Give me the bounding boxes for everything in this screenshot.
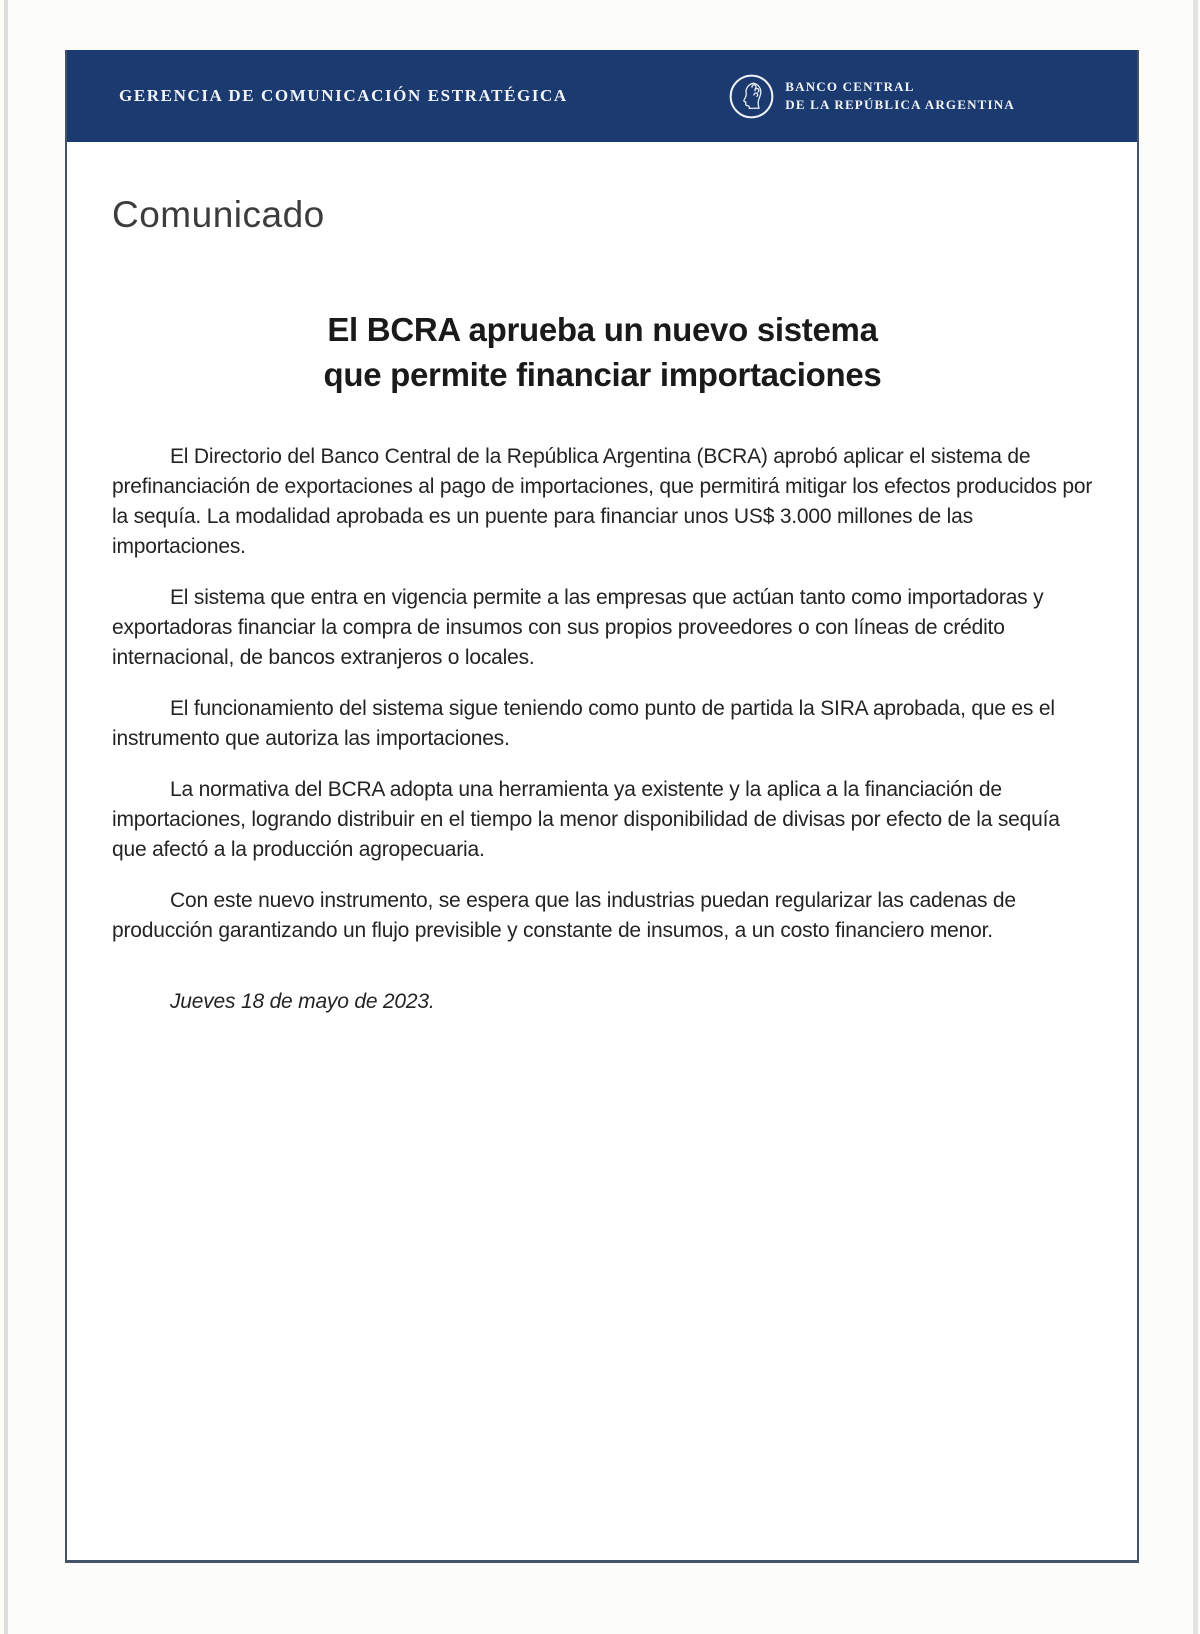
document-title-line2: que permite financiar importaciones — [323, 355, 882, 393]
header-bar — [67, 50, 1137, 142]
bcra-logo-line2: DE LA REPÚBLICA ARGENTINA — [785, 97, 1015, 112]
paragraph-2: El sistema que entra en vigencia permite a las empresas que actúan tanto como importadoras y exportadoras financiar la compra de insumos con sus propios proveedores o con líneas de crédito internacional, de bancos extranjeros o locales. — [112, 585, 1044, 669]
bcra-logo-text — [785, 78, 1015, 113]
document-paragraphs — [112, 442, 1093, 946]
department-title: GERENCIA DE COMUNICACIÓN ESTRATÉGICA — [119, 86, 568, 105]
paragraph-3: El funcionamiento del sistema sigue teniendo como punto de partida la SIRA aprobada, que es el instrumento que autoriza las importaciones. — [112, 696, 1055, 750]
paragraph-5: Con este nuevo instrumento, se espera que las industrias puedan regularizar las cadenas de producción garantizando un flujo previsible y constante de insumos, a un costo financiero menor. — [112, 888, 1016, 942]
document-title-line1: El BCRA aprueba un nuevo sistema — [327, 311, 878, 348]
bcra-liberty-head-icon — [728, 73, 775, 120]
document-title — [112, 308, 1093, 398]
bcra-logo — [728, 73, 1015, 120]
document-body — [67, 142, 1137, 1014]
document-date: Jueves 18 de mayo de 2023. — [170, 989, 435, 1013]
page-right-edge — [1193, 0, 1198, 1634]
document-kicker: Comunicado — [112, 194, 325, 235]
paragraph-4: La normativa del BCRA adopta una herramienta ya existente y la aplica a la financiación de importaciones, logrando distribuir en el tiempo la menor disponibilidad de divisas por efecto de la sequía que afectó a la producción agropecuaria. — [112, 777, 1060, 861]
page-left-edge — [4, 0, 8, 1634]
bcra-logo-line1: BANCO CENTRAL — [785, 79, 915, 95]
press-release-page — [65, 50, 1139, 1563]
paragraph-1: El Directorio del Banco Central de la República Argentina (BCRA) aprobó aplicar el sistema de prefinanciación de exportaciones al pago de importaciones, que permitirá mitigar los efectos producidos por la sequía. La modalidad aprobada es un puente para financiar unos US$ 3.000 millones de las importaciones. — [112, 444, 1093, 558]
